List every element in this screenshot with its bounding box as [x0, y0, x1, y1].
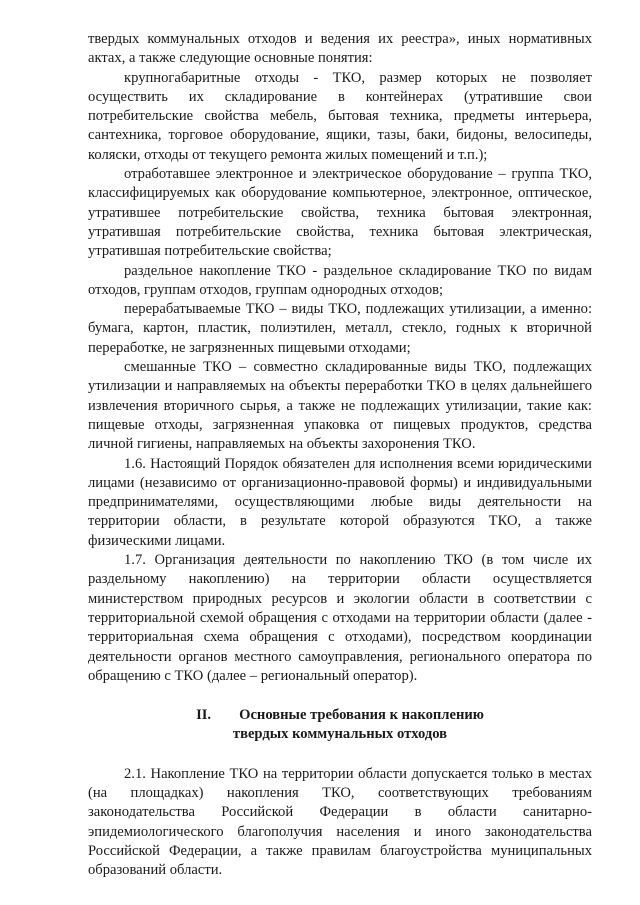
paragraph-continuation: твердых коммунальных отходов и ведения их реестра», иных нормативных актах, а также следующие основные понятия:: [88, 31, 592, 67]
section-title-line1: Основные требования к накоплению: [239, 707, 484, 724]
section-title-line2: твердых коммунальных отходов: [232, 726, 448, 743]
definition-separate-accumulation: раздельное накопление ТКО - раздельное складирование ТКО по видам отходов, группам отходов, группам однородных отходов;: [88, 262, 592, 298]
definition-electronic-equipment: отработавшее электронное и электрическое оборудование – группа ТКО, классифицируемых как оборудование компьютерное, электронное, оптическое, утратившее потребительские свойства, техника бытовая электронная, утратившая потребительские свойства, техника бытовая электрическая, утратившая потребительские свойства;: [88, 166, 592, 260]
section-heading: [88, 706, 592, 745]
definition-recyclable-waste: перерабатываемые ТКО – виды ТКО, подлежащих утилизации, а именно: бумага, картон, пластик, полиэтилен, металл, стекло, годных к вторичной переработке, не загрязненных пищевыми отходами;: [88, 301, 592, 356]
clause-1-7: 1.7. Организация деятельности по накоплению ТКО (в том числе их раздельному накоплению) на территории области осуществляется министерством природных ресурсов и экологии области в соответствии с территориальной схемой обращения с отходами на территории области (далее - территориальная схема обращения с отходами), посредством координации деятельности органов местного самоуправления, регионального оператора по обращению с ТКО (далее – региональный оператор).: [88, 552, 592, 684]
definition-bulky-waste: крупногабаритные отходы - ТКО, размер которых не позволяет осуществить их складирование в контейнерах (утратившие свои потребительские свойства мебель, бытовая техника, предметы интерьера, сантехника, торговое оборудование, ящики, тазы, баки, бидоны, велосипеды, коляски, отходы от текущего ремонта жилых помещений и т.п.);: [88, 69, 592, 163]
definition-mixed-waste: смешанные ТКО – совместно складированные виды ТКО, подлежащих утилизации и направляемых на объекты переработки ТКО в целях дальнейшего извлечения вторичного сырья, а также не подлежащих утилизации, такие как: пищевые отходы, загрязненная упаковка от пищевых продуктов, средства личной гигиены, направляемых на объекты захоронения ТКО.: [88, 359, 592, 453]
clause-1-6: 1.6. Настоящий Порядок обязателен для исполнения всеми юридическими лицами (независимо от организационно-правовой формы) и индивидуальными предпринимателями, осуществляющими любые виды деятельности на территории области, в результате которой образуются ТКО, а также физическими лицами.: [88, 455, 592, 549]
section-number: II.: [196, 707, 212, 724]
document-page: [88, 30, 592, 880]
clause-2-1: 2.1. Накопление ТКО на территории области допускается только в местах (на площадках) накопления ТКО, соответствующих требованиям законодательства Российской Федерации в области санитарно-эпидемиологического благополучия населения и иного законодательства Российской Федерации, а также правилам благоустройства муниципальных образований области.: [88, 765, 592, 879]
